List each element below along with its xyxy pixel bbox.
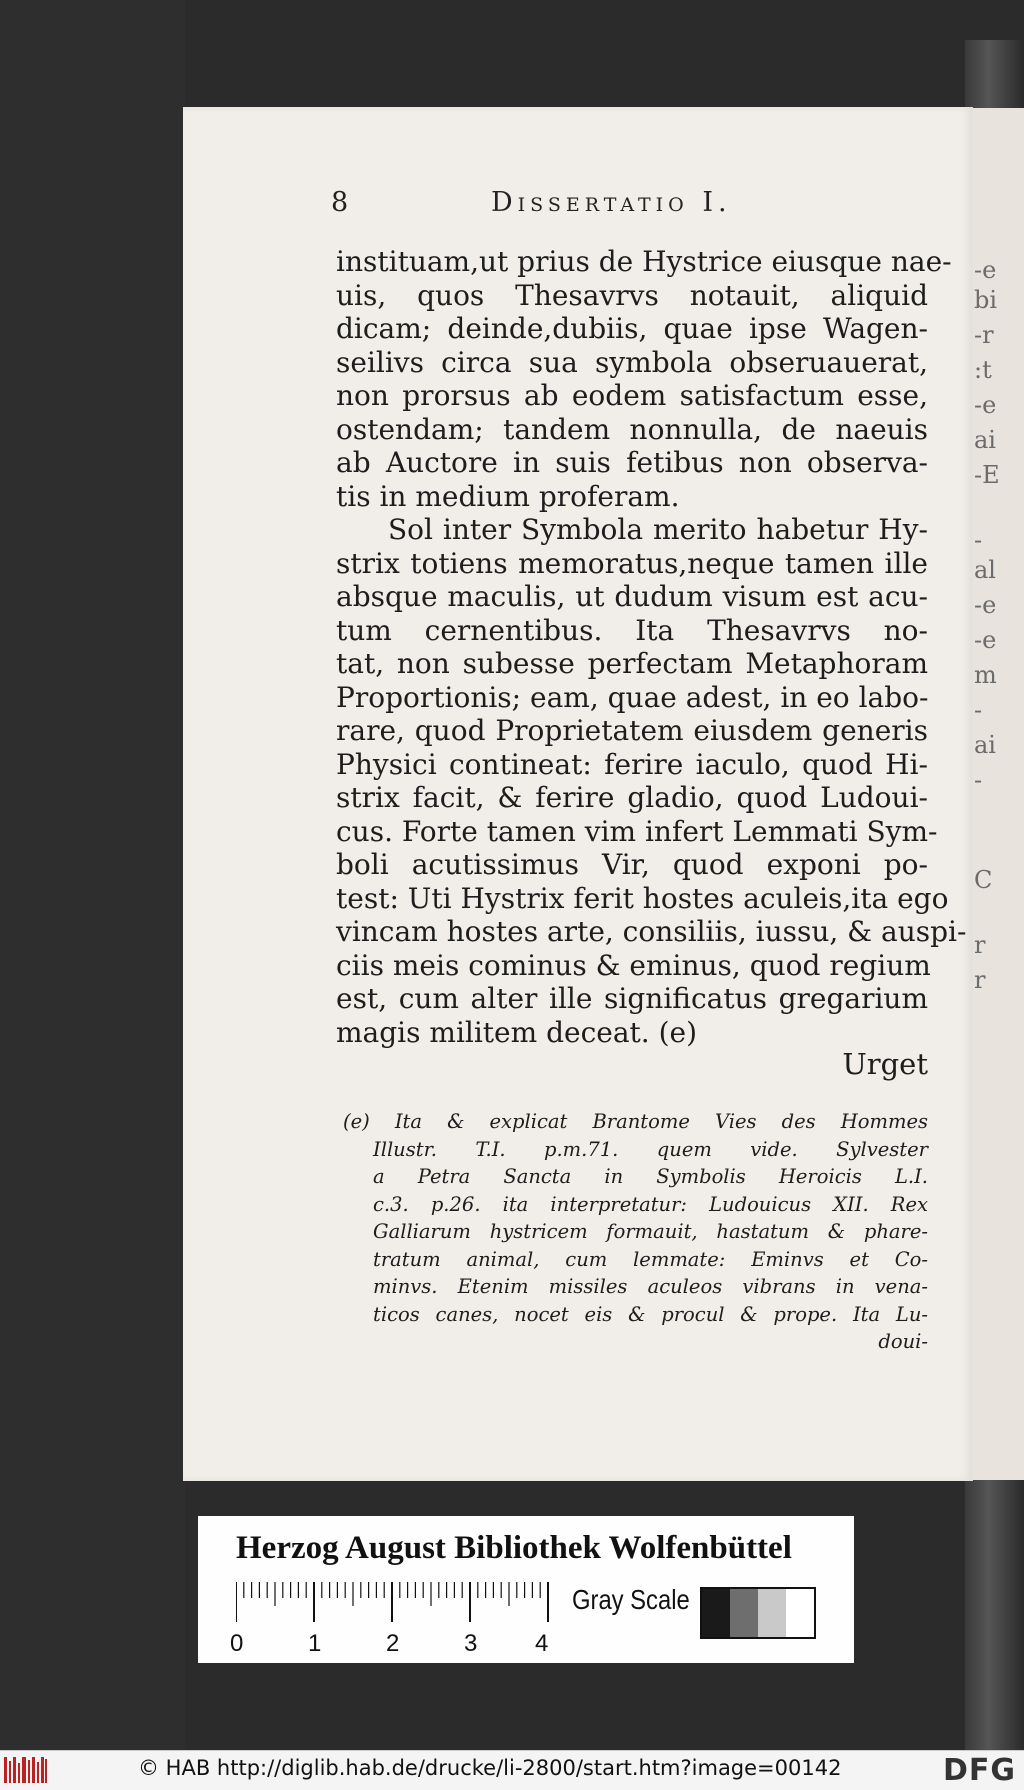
text-line: absque maculis, ut dudum visum est acu- bbox=[336, 580, 928, 613]
gray-swatch bbox=[758, 1589, 786, 1637]
footnote-line: minvs. Etenim missiles aculeos vibrans in vena- bbox=[373, 1275, 928, 1298]
footnote bbox=[343, 1108, 928, 1356]
ruler-number: 1 bbox=[308, 1630, 322, 1657]
footer-bar bbox=[0, 1750, 1024, 1790]
catchword: Urget bbox=[842, 1047, 928, 1081]
text-line: ostendam; tandem nonnulla, de naeuis bbox=[336, 412, 928, 446]
library-title: Herzog August Bibliothek Wolfenbüttel bbox=[236, 1530, 792, 1566]
gray-swatch bbox=[702, 1589, 730, 1637]
text-line: strix facit, & ferire gladio, quod Ludoui- bbox=[336, 781, 928, 814]
page-number: 8 bbox=[331, 187, 349, 218]
text-line: cus. Forte tamen vim infert Lemmati Sym- bbox=[336, 814, 938, 848]
book-page bbox=[183, 107, 973, 1481]
body-text bbox=[336, 245, 967, 1049]
footnote-line: Galliarum hystricem formauit, hastatum & phare- bbox=[373, 1220, 928, 1243]
text-line: ab Auctore in suis fetibus non observa- bbox=[336, 446, 928, 479]
text-line: rare, quod Proprietatem eiusdem generis bbox=[336, 714, 928, 747]
text-line: test: Uti Hystrix ferit hostes aculeis,ita ego bbox=[336, 881, 949, 915]
scan-background-left bbox=[0, 0, 185, 1750]
gray-swatch bbox=[786, 1589, 814, 1637]
text-line: Physici contineat: ferire iaculo, quod Hi- bbox=[336, 747, 928, 781]
footnote-line: doui- bbox=[878, 1330, 928, 1353]
text-line: magis militem deceat. (e) bbox=[336, 1015, 697, 1049]
footnote-line: Illustr. T.I. p.m.71. quem vide. Sylvester bbox=[373, 1137, 928, 1161]
text-line: instituam,ut prius de Hystrice eiusque nae- bbox=[336, 245, 952, 278]
text-line: Proportionis; eam, quae adest, in eo labo- bbox=[336, 680, 929, 714]
library-label-card bbox=[198, 1516, 854, 1663]
text-line: Sol inter Symbola merito habetur Hy- bbox=[388, 513, 928, 546]
footnote-line: ticos canes, nocet eis & procul & prope. Ita Lu- bbox=[373, 1302, 928, 1326]
copyright-link[interactable]: © HAB http://diglib.hab.de/drucke/li-2800/start.htm?image=00142 bbox=[138, 1756, 842, 1780]
ruler-number: 2 bbox=[386, 1630, 400, 1657]
text-line: seilivs circa sua symbola obseruauerat, bbox=[336, 345, 928, 379]
text-line: non prorsus ab eodem satisfactum esse, bbox=[336, 379, 928, 412]
ruler-numbers bbox=[230, 1630, 560, 1660]
text-line: vincam hostes arte, consiliis, iussu, & auspi- bbox=[336, 915, 967, 948]
ruler-number: 3 bbox=[464, 1630, 478, 1657]
gray-scale-swatches bbox=[700, 1587, 816, 1639]
footnote-line: c.3. p.26. ita interpretatur: Ludouicus XII. Rex bbox=[373, 1192, 928, 1216]
running-head bbox=[183, 187, 973, 227]
footnote-line: (e) Ita & explicat Brantome Vies des Hommes bbox=[343, 1110, 928, 1133]
gray-scale-label: Gray Scale bbox=[572, 1584, 690, 1615]
running-head-title: Dissertatio I. bbox=[491, 187, 732, 218]
text-line: uis, quos Thesavrvs notauit, aliquid bbox=[336, 278, 928, 312]
ruler-scale bbox=[236, 1582, 550, 1622]
barcode-icon bbox=[4, 1757, 48, 1783]
text-line: tis in medium proferam. bbox=[336, 479, 680, 513]
footnote-line: a Petra Sancta in Symbolis Heroicis L.I. bbox=[373, 1165, 928, 1188]
text-line: tat, non subesse perfectam Metaphoram bbox=[336, 647, 928, 680]
gray-swatch bbox=[730, 1589, 758, 1637]
text-line: ciis meis cominus & eminus, quod regium bbox=[336, 948, 931, 982]
adjacent-page-edge: -e bi -r :t -e ai -E - al -e -e m - ai - C r r bbox=[968, 108, 1024, 1480]
dfg-logo: DFG bbox=[942, 1753, 1016, 1788]
ruler-number: 0 bbox=[230, 1630, 244, 1657]
ruler-number: 4 bbox=[535, 1630, 549, 1657]
text-line: tum cernentibus. Ita Thesavrvs no- bbox=[336, 613, 928, 647]
text-line: est, cum alter ille significatus gregarium bbox=[336, 982, 928, 1015]
text-line: strix totiens memoratus,neque tamen ille bbox=[336, 546, 928, 580]
text-line: dicam; deinde,dubiis, quae ipse Wagen- bbox=[336, 312, 928, 345]
footnote-line: tratum animal, cum lemmate: Eminvs et Co- bbox=[373, 1247, 928, 1271]
text-line: boli acutissimus Vir, quod exponi po- bbox=[336, 848, 928, 881]
